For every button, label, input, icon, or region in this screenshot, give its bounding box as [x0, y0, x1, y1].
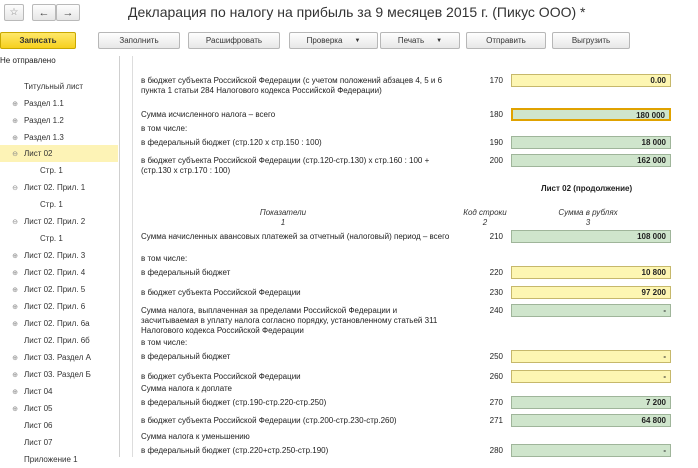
- row-label: в том числе:: [141, 254, 188, 263]
- title-bar: [0, 0, 698, 26]
- row-code: 260: [489, 372, 503, 381]
- section-title: Лист 02 (продолжение): [541, 184, 633, 193]
- collapse-icon[interactable]: ⊖: [12, 218, 18, 226]
- row-value-field[interactable]: -: [511, 350, 671, 363]
- expand-icon[interactable]: ⊕: [12, 405, 18, 413]
- row-label: в бюджет субъекта Российской Федерации (стр.120-стр.130) x стр.160 : 100 + (стр.130 x стр.170 : 100): [141, 156, 430, 175]
- sidebar-item-label: Стр. 1: [40, 234, 63, 243]
- decode-button-label: Расшифровать: [205, 36, 263, 45]
- row-label: в бюджет субъекта Российской Федерации (с учетом положений абзацев 4, 5 и 6 пункта 1 статьи 284 Налогового кодекса Российской Федерации): [141, 76, 443, 95]
- row-code: 220: [489, 268, 503, 277]
- sidebar-item-label: Лист 02. Прил. 4: [24, 268, 86, 277]
- row-code: 271: [489, 416, 503, 425]
- sidebar-item-label: Раздел 1.1: [24, 99, 64, 108]
- expand-icon[interactable]: ⊕: [12, 117, 18, 125]
- sidebar-item[interactable]: [0, 281, 118, 298]
- sidebar-item[interactable]: [0, 417, 118, 434]
- sidebar-item[interactable]: [0, 332, 118, 349]
- sidebar-item[interactable]: [0, 349, 118, 366]
- send-status: Не отправлено: [0, 56, 56, 65]
- sidebar-item[interactable]: [0, 366, 118, 383]
- send-button-label: Отправить: [486, 36, 526, 45]
- sidebar-item-label: Лист 02. Прил. 6б: [24, 336, 90, 345]
- row-label: в бюджет субъекта Российской Федерации (стр.200-стр.230-стр.260): [141, 416, 397, 425]
- check-dropdown-button[interactable]: [289, 32, 378, 49]
- header-code-num: 2: [482, 218, 488, 227]
- row-label: в бюджет субъекта Российской Федерации: [141, 372, 301, 381]
- row-label: в федеральный бюджет (стр.190-стр.220-стр.250): [141, 398, 327, 407]
- header-code-label: Код строки: [463, 208, 507, 217]
- row-label: в том числе:: [141, 338, 188, 347]
- send-button[interactable]: [466, 32, 546, 49]
- row-value-field[interactable]: 18 000: [511, 136, 671, 149]
- row-value-field[interactable]: 108 000: [511, 230, 671, 243]
- sidebar-item[interactable]: [0, 179, 118, 196]
- expand-icon[interactable]: ⊕: [12, 303, 18, 311]
- sidebar-item-label: Лист 07: [24, 438, 53, 447]
- save-button[interactable]: [0, 32, 76, 49]
- decode-button[interactable]: [188, 32, 280, 49]
- row-value-field[interactable]: 97 200: [511, 286, 671, 299]
- expand-icon[interactable]: ⊕: [12, 388, 18, 396]
- header-sum-label: Сумма в рублях: [558, 208, 618, 217]
- sidebar-item[interactable]: [0, 78, 118, 95]
- header-indicators-num: 1: [280, 218, 286, 227]
- collapse-icon[interactable]: ⊖: [12, 184, 18, 192]
- check-button-label: Проверка: [306, 36, 343, 45]
- expand-icon[interactable]: ⊕: [12, 371, 18, 379]
- toolbar: [0, 32, 698, 50]
- expand-icon[interactable]: ⊕: [12, 252, 18, 260]
- header-indicators-label: Показатели: [259, 208, 307, 217]
- expand-icon[interactable]: ⊕: [12, 320, 18, 328]
- sidebar-item-label: Стр. 1: [40, 200, 63, 209]
- sidebar-item[interactable]: [0, 213, 118, 230]
- chevron-down-icon: ▼: [436, 37, 443, 44]
- sidebar-item-label: Лист 02. Прил. 6а: [24, 319, 90, 328]
- row-code: 190: [489, 138, 503, 147]
- row-code: 230: [489, 288, 503, 297]
- sidebar-item[interactable]: [0, 383, 118, 400]
- sidebar-item[interactable]: [0, 451, 118, 468]
- sidebar-item[interactable]: [0, 196, 118, 213]
- sidebar-item-label: Лист 03. Раздел Б: [24, 370, 91, 379]
- header-sum-num: 3: [585, 218, 591, 227]
- row-value-field[interactable]: 10 800: [511, 266, 671, 279]
- header-sum: [543, 208, 633, 228]
- sidebar-item-label: Лист 02: [24, 149, 53, 158]
- row-value-field[interactable]: 180 000: [511, 108, 671, 121]
- form-sheet: [132, 56, 692, 457]
- sidebar-item-label: Лист 02. Прил. 5: [24, 285, 86, 294]
- back-button[interactable]: ←: [32, 4, 56, 21]
- row-code: 210: [489, 232, 503, 241]
- row-code: 250: [489, 352, 503, 361]
- expand-icon[interactable]: ⊕: [12, 100, 18, 108]
- favorite-star-icon[interactable]: ☆: [4, 4, 24, 21]
- row-label: Сумма исчисленного налога – всего: [141, 110, 276, 119]
- sidebar-item[interactable]: [0, 298, 118, 315]
- forward-button[interactable]: →: [56, 4, 80, 21]
- row-value-field[interactable]: 64 800: [511, 414, 671, 427]
- sidebar-item[interactable]: [0, 264, 118, 281]
- sidebar-item-label: Лист 02. Прил. 3: [24, 251, 86, 260]
- row-code: 170: [489, 76, 503, 85]
- sidebar-item-label: Титульный лист: [24, 82, 84, 91]
- expand-icon[interactable]: ⊕: [12, 286, 18, 294]
- row-label: в федеральный бюджет: [141, 352, 231, 361]
- sidebar-item-label: Лист 05: [24, 404, 53, 413]
- sidebar-item-label: Лист 06: [24, 421, 53, 430]
- row-code: 280: [489, 446, 503, 455]
- print-dropdown-button[interactable]: [380, 32, 460, 49]
- sidebar-item-label: Приложение 1: [24, 455, 78, 464]
- row-value-field[interactable]: 0.00: [511, 74, 671, 87]
- export-button[interactable]: [552, 32, 630, 49]
- row-value-field[interactable]: -: [511, 370, 671, 383]
- sidebar-item[interactable]: [0, 434, 118, 451]
- sidebar-item[interactable]: [0, 247, 118, 264]
- chevron-down-icon: ▼: [354, 37, 361, 44]
- sidebar-item-label: Лист 03. Раздел А: [24, 353, 91, 362]
- row-code: 270: [489, 398, 503, 407]
- row-value-field[interactable]: 7 200: [511, 396, 671, 409]
- row-value-field[interactable]: -: [511, 304, 671, 317]
- sidebar-item-label: Лист 02. Прил. 6: [24, 302, 86, 311]
- row-code: 240: [489, 306, 503, 315]
- sidebar-item[interactable]: [0, 162, 118, 179]
- window-title: Декларация по налогу на прибыль за 9 месяцев 2015 г. (Пикус ООО) *: [128, 4, 586, 20]
- header-code: [455, 208, 515, 228]
- row-label: в федеральный бюджет (стр.220+стр.250-стр.190): [141, 446, 329, 455]
- sidebar-item-label: Раздел 1.3: [24, 133, 64, 142]
- fill-button[interactable]: [98, 32, 180, 49]
- sidebar-item-label: Лист 02. Прил. 2: [24, 217, 86, 226]
- save-button-label: Записать: [19, 36, 57, 45]
- row-label: Сумма начисленных авансовых платежей за отчетный (налоговый) период – всего: [141, 232, 450, 241]
- export-button-label: Выгрузить: [571, 36, 611, 45]
- sidebar-item[interactable]: [0, 95, 118, 112]
- expand-icon[interactable]: ⊕: [12, 134, 18, 142]
- row-label: Сумма налога к уменьшению: [141, 432, 250, 441]
- row-label: в федеральный бюджет (стр.120 x стр.150 : 100): [141, 138, 322, 147]
- row-code: 180: [489, 110, 503, 119]
- sidebar-item[interactable]: [0, 230, 118, 247]
- sidebar-item-label: Раздел 1.2: [24, 116, 64, 125]
- row-label: в том числе:: [141, 124, 188, 133]
- header-indicators: [243, 208, 323, 228]
- sidebar-item[interactable]: [0, 400, 118, 417]
- fill-button-label: Заполнить: [119, 36, 159, 45]
- sidebar-item-label: Стр. 1: [40, 166, 63, 175]
- row-label: в бюджет субъекта Российской Федерации: [141, 288, 301, 297]
- sidebar-item-label: Лист 02. Прил. 1: [24, 183, 86, 192]
- sidebar-item[interactable]: [0, 145, 118, 162]
- row-code: 200: [489, 156, 503, 165]
- expand-icon[interactable]: ⊕: [12, 354, 18, 362]
- sidebar-item[interactable]: [0, 129, 118, 146]
- row-value-field[interactable]: 162 000: [511, 154, 671, 167]
- sidebar-item[interactable]: [0, 315, 118, 332]
- row-label: Сумма налога к доплате: [141, 384, 232, 393]
- collapse-icon[interactable]: ⊖: [12, 150, 18, 158]
- print-button-label: Печать: [397, 36, 425, 45]
- expand-icon[interactable]: ⊕: [12, 269, 18, 277]
- sections-sidebar: [0, 56, 120, 464]
- row-label: в федеральный бюджет: [141, 268, 231, 277]
- row-value-field[interactable]: -: [511, 444, 671, 457]
- sidebar-item-label: Лист 04: [24, 387, 53, 396]
- sidebar-item[interactable]: [0, 112, 118, 129]
- form-content: [122, 56, 698, 457]
- row-label: Сумма налога, выплаченная за пределами Российской Федерации и засчитываемая в уплату налога согласно порядку, установленному статьей 311 Налогового кодекса Российской Федерации: [141, 306, 438, 335]
